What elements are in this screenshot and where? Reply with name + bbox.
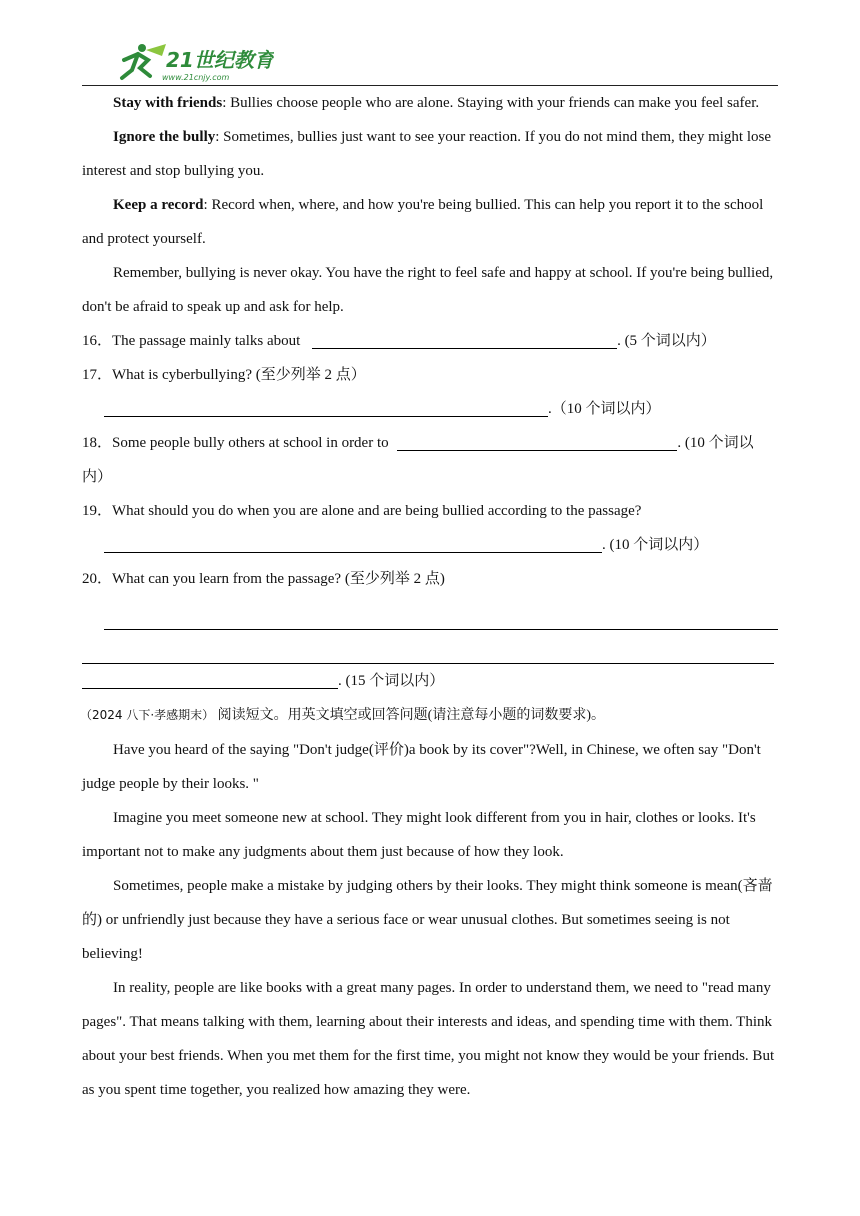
answer-line-20a[interactable] bbox=[82, 596, 778, 630]
closing-paragraph: Remember, bullying is never okay. You have the right to feel safe and happy at school. If you're being bullied, don't be afraid to speak up and ask for help. bbox=[82, 265, 774, 315]
passage-paragraph: Sometimes, people make a mistake by judging others by their looks. They might think someone is mean(吝啬的) or unfriendly just because they have a serious face or wear unusual clothes. But sometimes seeing is not believing! bbox=[82, 878, 773, 962]
passage-paragraph: Have you heard of the saying "Don't judge(评价)a book by its cover"?Well, in Chinese, we often say "Don't judge people by their looks. " bbox=[82, 742, 761, 792]
svg-text:21世纪教育: 21世纪教育 bbox=[166, 48, 274, 72]
answer-blank-17[interactable] bbox=[104, 396, 548, 417]
answer-blank-19[interactable] bbox=[104, 532, 602, 553]
question-17: 17．What is cyberbullying? (至少列举 2 点） bbox=[82, 367, 366, 383]
answer-line-20c: . (15 个词以内） bbox=[82, 664, 778, 698]
question-16: 16．The passage mainly talks about . (5 个词以内） bbox=[82, 324, 778, 358]
answer-blank-16[interactable] bbox=[312, 328, 617, 349]
passage-source-note: （2024 八下·孝感期末） 阅读短文。用英文填空或回答问题(请注意每小题的词数要求)。 bbox=[80, 708, 605, 723]
answer-line-20b[interactable] bbox=[82, 630, 778, 664]
question-18: 18．Some people bully others at school in order to . (10 个词以 bbox=[82, 426, 778, 460]
answer-blank-20[interactable] bbox=[82, 668, 338, 689]
document-body bbox=[82, 86, 778, 1107]
question-18-wrap: 内） bbox=[82, 469, 113, 485]
answer-line-17: .（10 个词以内） bbox=[82, 392, 778, 426]
answer-line-19: . (10 个词以内） bbox=[82, 528, 778, 562]
passage-paragraph: Imagine you meet someone new at school. They might look different from you in hair, clothes or looks. It's important not to make any judgments about them just because of how they look. bbox=[82, 810, 756, 860]
passage-paragraph: In reality, people are like books with a great many pages. In order to understand them, we need to "read many pages". That means talking with them, learning about their interests and ideas, and spending time with them. Think about your best friends. When you met them for the first time, you might not know they would be your friends. But as you spent time together, you realized how amazing they were. bbox=[82, 980, 775, 1098]
question-19: 19．What should you do when you are alone and are being bullied according to the passage? bbox=[82, 503, 642, 519]
page-header bbox=[82, 40, 778, 86]
tip-paragraph: Keep a record: Record when, where, and how you're being bullied. This can help you report it to the school and protect yourself. bbox=[82, 197, 764, 247]
svg-text:www.21cnjy.com: www.21cnjy.com bbox=[162, 73, 230, 82]
21cnjy-logo bbox=[104, 40, 274, 84]
tip-paragraph: Ignore the bully: Sometimes, bullies just want to see your reaction. If you do not mind them, they might lose interest and stop bullying you. bbox=[82, 129, 772, 179]
answer-blank-18[interactable] bbox=[397, 430, 677, 451]
tip-paragraph: Stay with friends: Bullies choose people who are alone. Staying with your friends can make you feel safer. bbox=[113, 95, 760, 111]
question-20: 20．What can you learn from the passage? (至少列举 2 点) bbox=[82, 571, 445, 587]
